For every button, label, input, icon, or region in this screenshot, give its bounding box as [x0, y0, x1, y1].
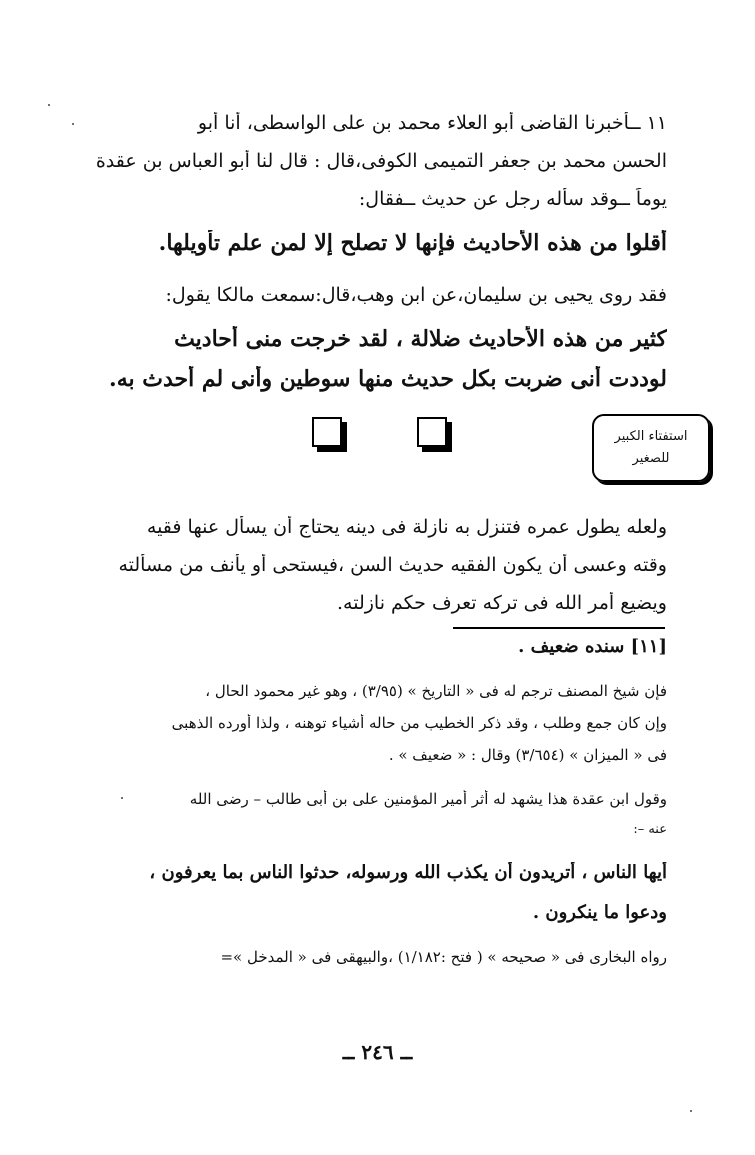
square-ornament	[312, 417, 342, 447]
footnote-1-line-1: فإن شيخ المصنف ترجم له فى « التاريخ » (٣/٩٥) ، وهو غير محمود الحال ،	[205, 682, 667, 700]
footnote-quote-line-2: ودعوا ما ينكرون .	[532, 902, 667, 923]
quote2-line-1: كثير من هذه الأحاديث ضلالة ، لقد خرجت منى أحاديث	[174, 326, 667, 352]
side-heading-box	[592, 414, 710, 482]
main-line-2: الحسن محمد بن جعفر التميمى الكوفى،قال : قال لنا أبو العباس بن عقدة	[95, 150, 667, 172]
quote-malik-1: أقلوا من هذه الأحاديث فإنها لا تصلح إلا لمن علم تأويلها.	[158, 230, 667, 256]
para-line-1: ولعله يطول عمره فتنزل به نازلة فى دينه يحتاج أن يسأل عنها فقيه	[146, 516, 667, 538]
scan-speck	[121, 797, 123, 799]
side-heading-line-2: للصغير	[632, 451, 670, 466]
square-ornament	[417, 417, 447, 447]
footnote-1-line-3: فى « الميزان » (٣/٦٥٤) وقال : « ضعيف » .	[388, 746, 667, 764]
side-heading-line-1: استفتاء الكبير	[614, 429, 688, 444]
footnote-2-line-1: وقول ابن عقدة هذا يشهد له أثر أمير المؤمنين على بن أبى طالب – رضى الله	[189, 790, 667, 808]
intro-yahya: فقد روى يحيى بن سليمان،عن ابن وهب،قال:سمعت مالكا يقول:	[165, 284, 667, 306]
footnote-quote-line-1: أيها الناس ، أتريدون أن يكذب الله ورسوله، حدثوا الناس بما يعرفون ،	[149, 862, 667, 883]
scan-speck	[48, 104, 50, 106]
para-line-2: وقته وعسى أن يكون الفقيه حديث السن ،فيستحى أو يأنف من مسألته	[118, 554, 667, 576]
para-line-3: ويضيع أمر الله فى تركه تعرف حكم نازلته.	[337, 592, 667, 614]
quote2-line-2: لوددت أنى ضربت بكل حديث منها سوطين وأنى لم أحدث به.	[109, 366, 667, 392]
footnote-heading: [١١] سنده ضعيف .	[518, 636, 667, 657]
footnote-3: رواه البخارى فى « صحيحه » ( فتح :١/١٨٢) ،والبيهقى فى « المدخل »=	[220, 948, 667, 966]
scan-speck	[72, 123, 74, 125]
main-line-3: يوماً ــوقد سأله رجل عن حديث ــفقال:	[358, 188, 667, 210]
main-line-1: ١١ ــأخبرنا القاضى أبو العلاء محمد بن على الواسطى، أنا أبو	[197, 112, 667, 134]
page-number: ــ ٢٤٦ ــ	[342, 1040, 413, 1064]
footnote-2-line-2: عنه –:	[633, 822, 667, 837]
footnote-1-line-2: وإن كان جمع وطلب ، وقد ذكر الخطيب من حاله أشياء توهنه ، ولذا أورده الذهبى	[171, 714, 667, 732]
footnote-rule	[453, 627, 665, 629]
scan-speck	[690, 1110, 692, 1112]
section-separator	[312, 417, 457, 447]
